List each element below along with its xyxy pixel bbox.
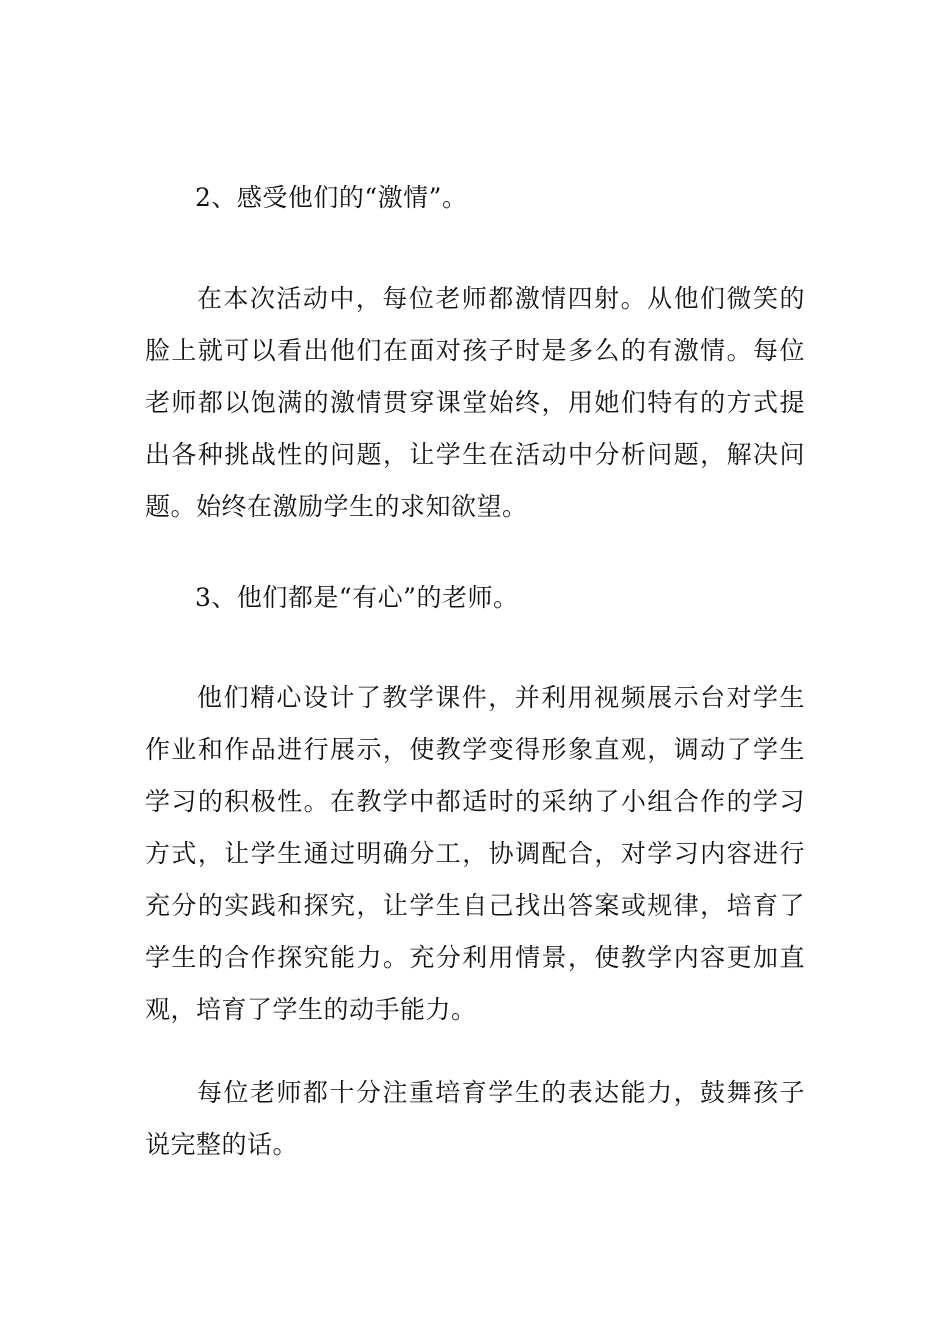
- section-3-heading: 3、他们都是“有心”的老师。: [195, 583, 519, 612]
- section-2-heading: 2、感受他们的“激情”。: [195, 183, 468, 212]
- section-3-paragraph-1: 他们精心设计了教学课件，并利用视频展示台对学生作业和作品进行展示，使教学变得形象直观，调动了学生学习的积极性。在教学中都适时的采纳了小组合作的学习方式，让学生通过明确分工，协调配合，对学习内容进行充分的实践和探究，让学生自己找出答案或规律，培育了学生的合作探究能力。充分利用情景，使教学内容更加直观，培育了学生的动手能力。: [145, 683, 805, 1024]
- section-2-paragraph: 在本次活动中，每位老师都激情四射。从他们微笑的脸上就可以看出他们在面对孩子时是多么的有激情。每位老师都以饱满的激情贯穿课堂始终，用她们特有的方式提出各种挑战性的问题，让学生在活动中分析问题，解决问题。始终在激励学生的求知欲望。: [145, 284, 805, 521]
- section-3-paragraph-2: 每位老师都十分注重培育学生的表达能力，鼓舞孩子说完整的话。: [145, 1078, 805, 1159]
